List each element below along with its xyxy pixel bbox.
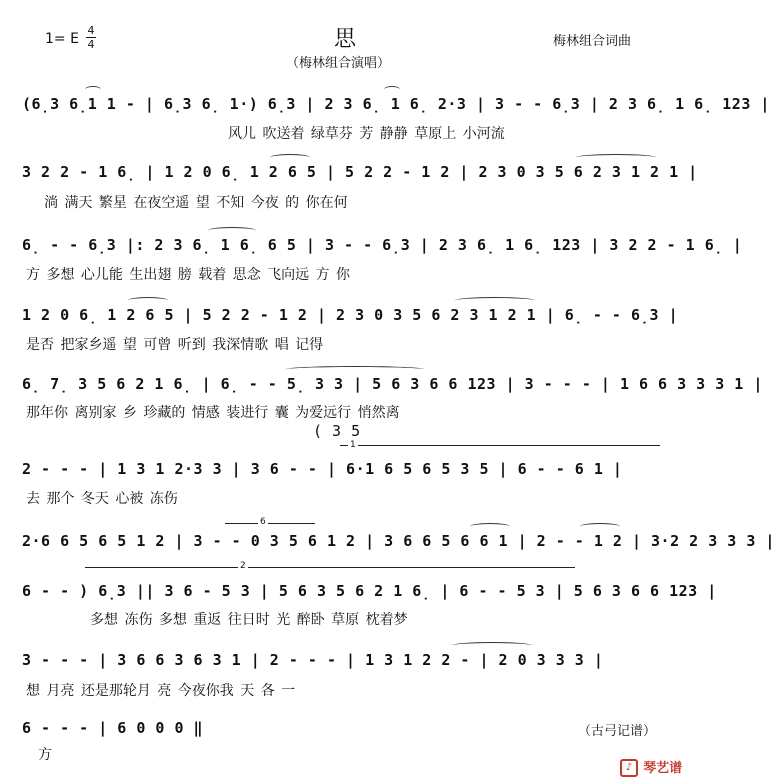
score-line-6: 2 - - - | 1 3 1 2·3 3 | 3 6 - - | 6·1 6 5 6 5 3 5 | 6 - - 6 1 | bbox=[22, 460, 623, 478]
performer-credit: （梅林组合演唱） bbox=[286, 56, 391, 71]
bracket-label-1: 1 bbox=[350, 440, 356, 450]
key-signature: 1= E bbox=[45, 31, 79, 47]
score-line-3: 6̣ - - 6̣3 |: 2 3 6̣ 1 6̣ 6 5 | 3 - - 6̣3 | 2 3 6̣ 1 6̣ 123 | 3 2 2 - 1 6̣ | bbox=[22, 236, 743, 254]
lyric-line-5: 那年你 离别家 乡 珍藏的 情感 装进行 囊 为爱远行 悄然离 bbox=[26, 405, 400, 421]
score-line-5: 6̣ 7̣ 3 5 6 2 1 6̣ | 6̣ - - 5̣ 3 3 | 5 6 3 6 6 123 | 3 - - - | 1 6 6 3 3 3 1 | bbox=[22, 375, 763, 393]
lyric-line-6: 去 那个 冬天 心被 冻伤 bbox=[26, 491, 178, 507]
lyric-line-1: 风儿 吹送着 绿草芬 芳 静静 草原上 小河流 bbox=[228, 126, 505, 142]
logo-text: 琴艺谱 bbox=[643, 761, 683, 776]
logo-icon: ♪ bbox=[620, 759, 638, 777]
score-line-9: 3 - - - | 3 6 6 3 6 3 1 | 2 - - - | 1 3 1 2 2 - | 2 0 3 3 3 | bbox=[22, 651, 604, 669]
score-line-8: 6 - - ) 6̣3 || 3 6 - 5 3 | 5 6 3 5 6 2 1 6̣ | 6 - - 5 3 | 5 6 3 6 6 123 | bbox=[22, 582, 717, 600]
lyric-line-10: 方 bbox=[38, 747, 52, 763]
score-line-4: 1 2 0 6̣ 1 2 6 5 | 5 2 2 - 1 2 | 2 3 0 3 5 6 2 3 1 2 1 | 6̣ - - 6̣3 | bbox=[22, 306, 679, 324]
bracket-label-3: 2 bbox=[240, 561, 246, 571]
reprise-mark: ( 3 5 bbox=[313, 422, 361, 440]
transcriber-credit: （古弓记谱） bbox=[578, 724, 657, 739]
song-title: 思 bbox=[334, 27, 357, 52]
lyric-line-8: 多想 冻伤 多想 重返 往日时 光 醉卧 草原 枕着梦 bbox=[90, 612, 408, 628]
bracket-label-2: 6 bbox=[260, 517, 266, 527]
lyric-line-3: 方 多想 心儿能 生出翅 膀 载着 思念 飞向远 方 你 bbox=[26, 267, 351, 283]
composer-credit: 梅林组合词曲 bbox=[553, 34, 632, 49]
lyric-line-9: 想 月亮 还是那轮月 亮 今夜你我 天 各 一 bbox=[26, 683, 296, 699]
time-signature-top: 4 bbox=[87, 24, 95, 37]
score-line-7: 2·6 6 5 6 5 1 2 | 3 - - 0 3 5 6 1 2 | 3 6 6 5 6 6 1 | 2 - - 1 2 | 3·2 2 3 3 3 | bbox=[22, 532, 775, 550]
time-signature-bottom: 4 bbox=[87, 38, 95, 51]
lyric-line-4: 是否 把家乡遥 望 可曾 听到 我深情歌 唱 记得 bbox=[26, 337, 324, 353]
score-line-10: 6 - - - | 6 0 0 0 ‖ bbox=[22, 719, 204, 737]
site-logo[interactable] bbox=[620, 757, 682, 777]
score-line-2: 3 2 2 - 1 6̣ | 1 2 0 6̣ 1 2 6 5 | 5 2 2 - 1 2 | 2 3 0 3 5 6 2 3 1 2 1 | bbox=[22, 163, 698, 181]
lyric-line-2: 淌 满天 繁星 在夜空遥 望 不知 今夜 的 你在何 bbox=[44, 195, 348, 211]
score-line-1: (6̣3 6̣1 1 - | 6̣3 6̣ 1·) 6̣3 | 2 3 6̣ 1 6̣ 2·3 | 3 - - 6̣3 | 2 3 6̣ 1 6̣ 123 | bbox=[22, 95, 770, 113]
